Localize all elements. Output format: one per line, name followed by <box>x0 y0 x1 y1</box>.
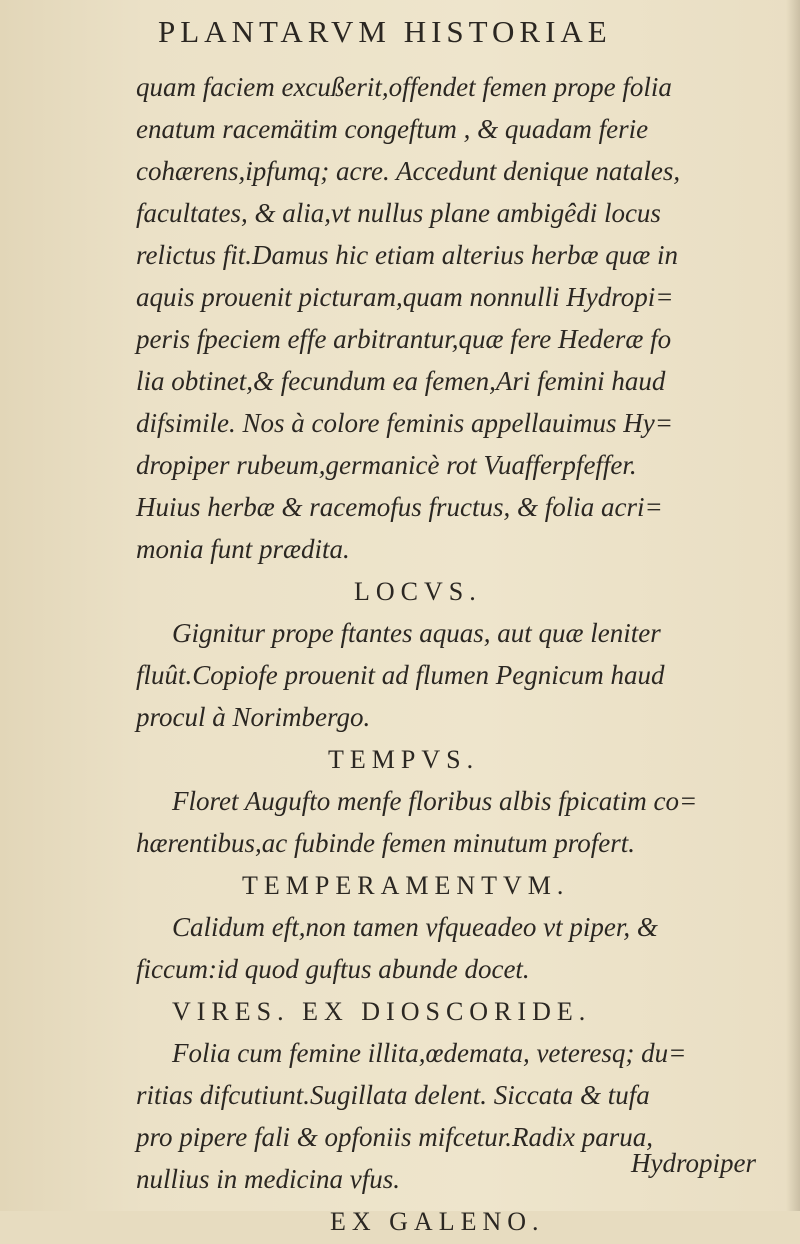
text-line: ritias difcutiunt.Sugillata delent. Siccata & tufa <box>136 1080 650 1110</box>
text-line: fluût.Copiofe prouenit ad flumen Pegnicum haud <box>136 660 665 690</box>
section-heading: LOCVS. <box>354 577 482 606</box>
section-heading: VIRES. EX DIOSCORIDE. <box>172 997 592 1026</box>
text-line: Huius herbæ & racemofus fructus, & folia acri= <box>136 492 663 522</box>
section-heading: TEMPVS. <box>328 745 480 774</box>
text-line: lia obtinet,& fecundum ea femen,Ari femini haud <box>136 366 666 396</box>
text-line: relictus fit.Damus hic etiam alterius herbæ quæ in <box>136 240 678 270</box>
section-heading: EX GALENO. <box>330 1207 545 1236</box>
text-line: Calidum eft,non tamen vfqueadeo vt piper, & <box>172 912 658 942</box>
text-line: facultates, & alia,vt nullus plane ambigêdi locus <box>136 198 661 228</box>
page-edge-shadow <box>786 0 800 1211</box>
text-line: nullius in medicina vfus. <box>136 1164 400 1194</box>
body-text <box>136 66 776 1242</box>
catchword: Hydropiper <box>631 1148 756 1178</box>
text-line: ficcum:id quod guftus abunde docet. <box>136 954 530 984</box>
text-line: cohærens,ipfumq; acre. Accedunt denique natales, <box>136 156 681 186</box>
text-line: Floret Augufto menfe floribus albis fpicatim co= <box>172 786 698 816</box>
text-line: Gignitur prope ftantes aquas, aut quæ leniter <box>172 618 661 648</box>
text-line: Folia cum femine illita,œdemata, veteresq; du= <box>172 1038 687 1068</box>
text-line: procul à Norimbergo. <box>136 702 371 732</box>
text-line: hærentibus,ac fubinde femen minutum profert. <box>136 828 635 858</box>
text-line: dropiper rubeum,germanicè rot Vuafferpfeffer. <box>136 450 637 480</box>
text-line: monia funt prædita. <box>136 534 350 564</box>
text-line: peris fpeciem effe arbitrantur,quæ fere Hederæ fo <box>136 324 672 354</box>
text-line: aquis prouenit picturam,quam nonnulli Hydropi= <box>136 282 674 312</box>
text-line: pro pipere fali & opfoniis mifcetur.Radix parua, <box>136 1122 653 1152</box>
text-line: quam faciem excußerit,offendet femen prope folia <box>136 72 672 102</box>
section-heading: TEMPERAMENTVM. <box>242 871 570 900</box>
running-head: PLANTARVM HISTORIAE <box>158 14 612 49</box>
text-line: difsimile. Nos à colore feminis appellauimus Hy= <box>136 408 673 438</box>
text-line: enatum racemätim congeftum , & quadam ferie <box>136 114 649 144</box>
